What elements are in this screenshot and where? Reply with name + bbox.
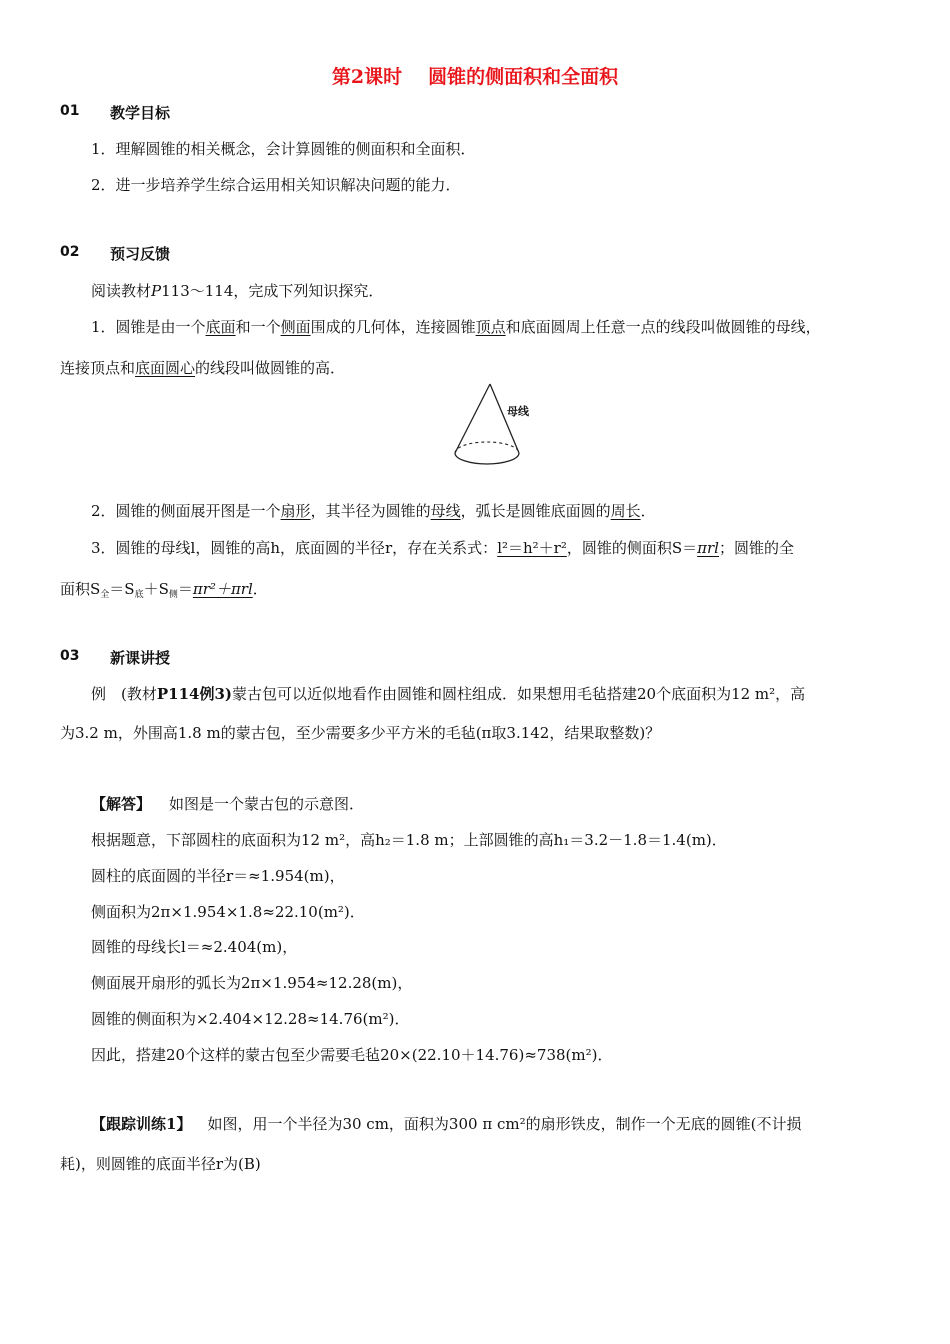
answer-line: 因此，搭建20个这样的蒙古包至少需要毛毡20×(22.10＋14.76)≈738(m²)． (91, 1046, 613, 1064)
practice-problem: 【跟踪训练1】 如图，用一个半径为30 cm，面积为300 π cm²的扇形铁皮，制作一个无底的圆锥(不计损 (91, 1115, 802, 1133)
section-number-01: 01 (60, 103, 80, 119)
blank-answer: 底面圆心 (135, 359, 196, 377)
practice-problem-cont: 耗)，则圆锥的底面半径r为(B) (60, 1155, 261, 1173)
blank-answer: 侧面 (280, 318, 311, 336)
cone-figure (452, 380, 552, 472)
answer-line: 根据题意，下部圆柱的底面积为12 m²，高h₂＝1.8 m；上部圆锥的高h₁＝3.2－1.8＝1.4(m)． (91, 831, 727, 849)
preview-intro: 阅读教材P113～114，完成下列知识探究． (91, 282, 384, 300)
answer-heading: 【解答】 如图是一个蒙古包的示意图． (91, 795, 365, 813)
cone-base-back (455, 442, 519, 453)
blank-answer: l²＝h²＋r² (497, 539, 567, 557)
blank-answer: 扇形 (280, 502, 311, 520)
answer-line: 侧面展开扇形的弧长为2π×1.954≈12.28(m)， (91, 974, 413, 992)
practice-tag: 【跟踪训练1】 (91, 1115, 192, 1133)
answer-line: 圆锥的侧面积为×2.404×12.28≈14.76(m²)． (91, 1010, 410, 1028)
answer-tag: 【解答】 (91, 795, 152, 813)
section-number-03: 03 (60, 648, 80, 664)
section-number-02: 02 (60, 244, 80, 260)
cone-left-edge (455, 384, 490, 453)
page-title (0, 62, 950, 89)
lesson-topic: 圆锥的侧面积和全面积 (428, 66, 619, 88)
answer-line: 圆锥的母线长l＝≈2.404(m)， (91, 938, 298, 956)
section-title-lesson: 新课讲授 (110, 649, 171, 667)
preview-item-1: 1．圆锥是由一个底面和一个侧面围成的几何体，连接圆锥顶点和底面圆周上任意一点的线段叫做圆锥的母线， (91, 318, 821, 336)
lesson-number: 第2课时 (331, 66, 403, 88)
preview-item-3-cont: 面积$S_全=S_底+S_侧=\pi r^2+\pi rl$． (60, 580, 268, 600)
goal-item: 2．进一步培养学生综合运用相关知识解决问题的能力． (91, 176, 461, 194)
preview-item-3: 3．圆锥的母线l，圆锥的高h，底面圆的半径r，存在关系式：l²＝h²＋r²，圆锥的侧面积S＝πrl；圆锥的全 (91, 539, 794, 557)
blank-answer: 母线 (430, 502, 461, 520)
blank-answer: 底面 (205, 318, 236, 336)
preview-item-2: 2．圆锥的侧面展开图是一个扇形，其半径为圆锥的母线，弧长是圆锥底面圆的周长． (91, 502, 656, 520)
slant-height-label: 母线 (507, 405, 529, 418)
blank-answer: πr²＋πrl (192, 580, 253, 598)
blank-answer: 周长 (610, 502, 641, 520)
answer-line: 侧面积为2π×1.954×1.8≈22.10(m²)． (91, 903, 365, 921)
example-problem-cont: 为3.2 m，外围高1.8 m的蒙古包，至少需要多少平方米的毛毡(π取3.142，结果取整数)？ (60, 724, 661, 742)
section-title-goals: 教学目标 (110, 104, 171, 122)
section-title-preview: 预习反馈 (110, 245, 171, 263)
cone-base-front (455, 453, 519, 464)
blank-answer: πrl (697, 539, 719, 557)
goal-item: 1．理解圆锥的相关概念，会计算圆锥的侧面积和全面积． (91, 140, 476, 158)
blank-answer: 顶点 (475, 318, 506, 336)
preview-item-1-cont: 连接顶点和底面圆心的线段叫做圆锥的高． (60, 359, 346, 377)
example-problem: 例 (教材P114例3)蒙古包可以近似地看作由圆锥和圆柱组成．如果想用毛毡搭建20个底面积为12 m²，高 (91, 685, 806, 703)
answer-line: 圆柱的底面圆的半径r＝≈1.954(m)， (91, 867, 345, 885)
